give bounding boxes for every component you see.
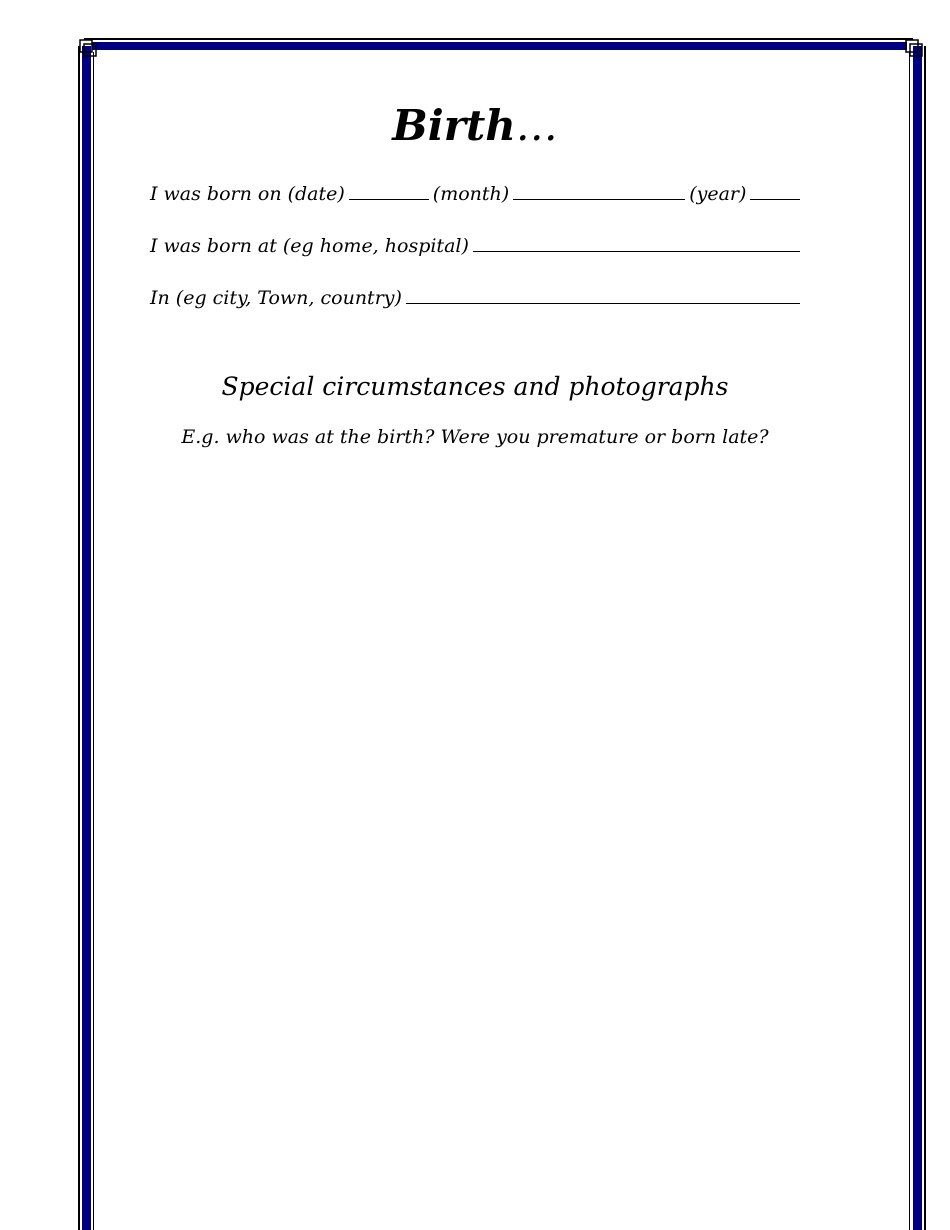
month-label: (month) (432, 183, 510, 205)
page-title-text: Birth (392, 101, 516, 150)
in-label: In (eg city, Town, country) (150, 287, 402, 309)
year-blank[interactable] (750, 185, 800, 200)
section-heading: Special circumstances and photographs (221, 372, 729, 401)
page-title-ellipsis: … (515, 101, 558, 150)
born-on-label: I was born on (date) (150, 183, 345, 205)
section-prompt: E.g. who was at the birth? Were you premature or born late? (181, 426, 769, 448)
date-blank[interactable] (349, 185, 429, 200)
birth-date-row (150, 183, 800, 205)
birth-location-row (150, 287, 800, 309)
page-title (0, 103, 950, 149)
born-at-label: I was born at (eg home, hospital) (150, 235, 469, 257)
born-at-blank[interactable] (473, 237, 800, 252)
month-blank[interactable] (513, 185, 685, 200)
birth-place-row (150, 235, 800, 257)
location-blank[interactable] (406, 289, 800, 304)
year-label: (year) (689, 183, 747, 205)
